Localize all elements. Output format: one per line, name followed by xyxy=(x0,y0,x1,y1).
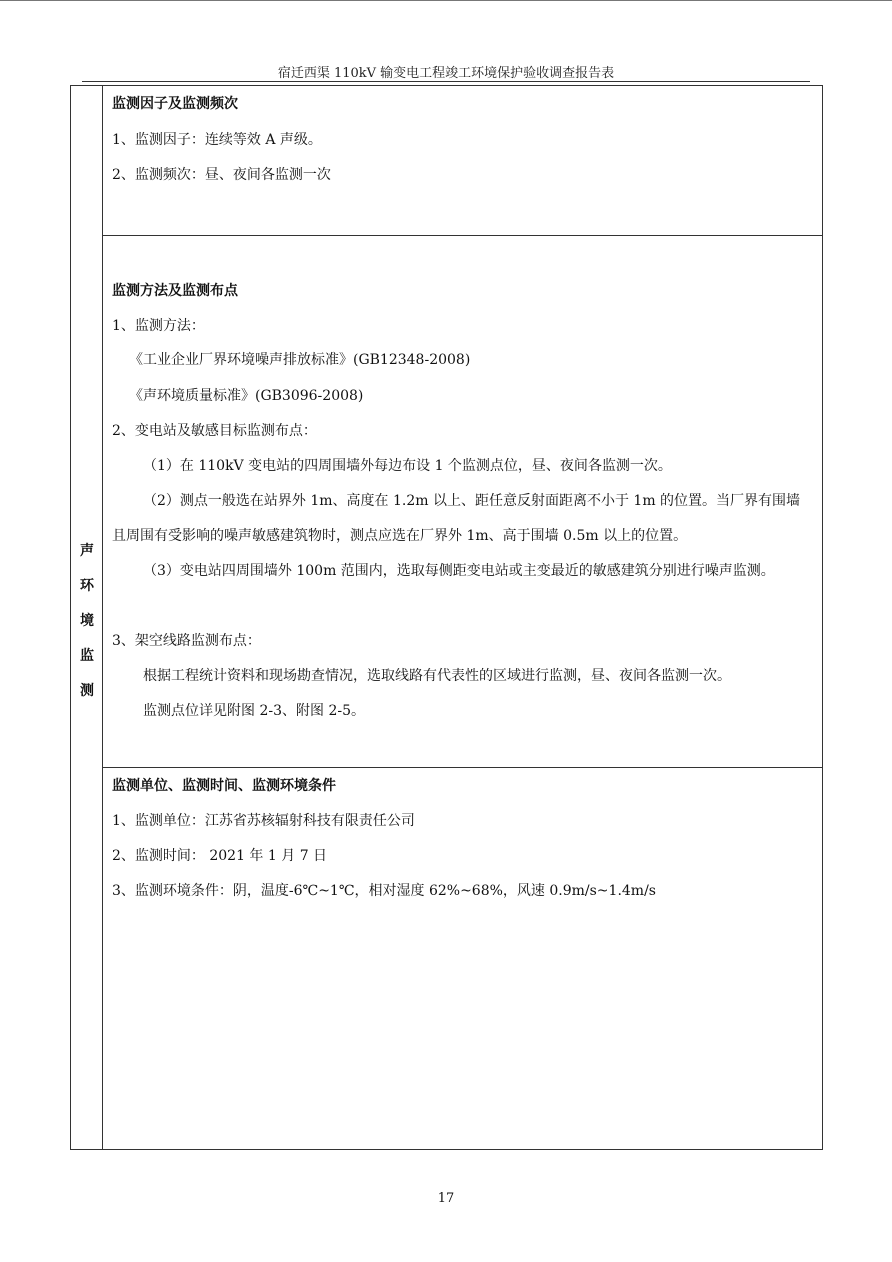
layout-point-1: （1）在 110kV 变电站的四周围墙外每边布设 1 个监测点位，昼、夜间各监测一次。 xyxy=(143,458,672,474)
section-methods xyxy=(103,236,822,768)
page-header: 宿迁西渠 110kV 输变电工程竣工环境保护验收调查报告表 xyxy=(277,66,615,81)
layout-point-2: （2）测点一般选在站界外 1m、高度在 1.2m 以上、距任意反射面距离不小于 1m 的位置。当厂界有围墙且周围有受影响的噪声敏感建筑物时，测点应选在厂界外 1m、高于围墙 0.5m 以上的位置。 xyxy=(112,493,801,544)
row-label-char: 测 xyxy=(80,683,94,699)
time-item: 2、监测时间： 2021 年 1 月 7 日 xyxy=(112,848,328,864)
line-figures: 监测点位详见附图 2-3、附图 2-5。 xyxy=(143,703,365,719)
header-rule xyxy=(82,81,810,82)
section-title: 监测方法及监测布点 xyxy=(112,283,238,299)
row-label-char: 境 xyxy=(80,613,94,629)
unit-item: 1、监测单位：江苏省苏核辐射科技有限责任公司 xyxy=(112,813,415,829)
layout-item: 2、变电站及敏感目标监测布点： xyxy=(112,423,317,439)
content-column xyxy=(103,86,822,1149)
row-label-char: 环 xyxy=(80,578,94,594)
row-label-char: 监 xyxy=(80,648,94,664)
standard-1: 《工业企业厂界环境噪声排放标准》(GB12348-2008) xyxy=(129,352,471,368)
row-label-cell xyxy=(71,86,103,1149)
frequency-item: 2、监测频次：昼、夜间各监测一次 xyxy=(112,167,331,183)
layout-point-3: （3）变电站四周围墙外 100m 范围内，选取每侧距变电站或主变最近的敏感建筑分别进行噪声监测。 xyxy=(143,563,775,579)
page-number: 17 xyxy=(437,1191,455,1206)
section-title: 监测因子及监测频次 xyxy=(112,96,238,112)
method-item: 1、监测方法： xyxy=(112,318,205,334)
factor-item: 1、监测因子：连续等效 A 声级。 xyxy=(112,132,322,148)
section-title: 监测单位、监测时间、监测环境条件 xyxy=(112,778,336,794)
condition-item: 3、监测环境条件：阴，温度-6℃~1℃，相对湿度 62%~68%，风速 0.9m/s~1.4m/s xyxy=(112,883,656,899)
section-factors xyxy=(103,86,822,236)
section-units xyxy=(103,768,822,1149)
standard-2: 《声环境质量标准》(GB3096-2008) xyxy=(129,388,364,404)
row-label-char: 声 xyxy=(80,543,94,559)
report-table xyxy=(70,85,823,1150)
top-border xyxy=(0,0,892,1)
line-item: 3、架空线路监测布点： xyxy=(112,633,261,649)
line-method: 根据工程统计资料和现场勘查情况，选取线路有代表性的区域进行监测，昼、夜间各监测一次。 xyxy=(143,668,731,684)
row-label xyxy=(71,534,103,709)
